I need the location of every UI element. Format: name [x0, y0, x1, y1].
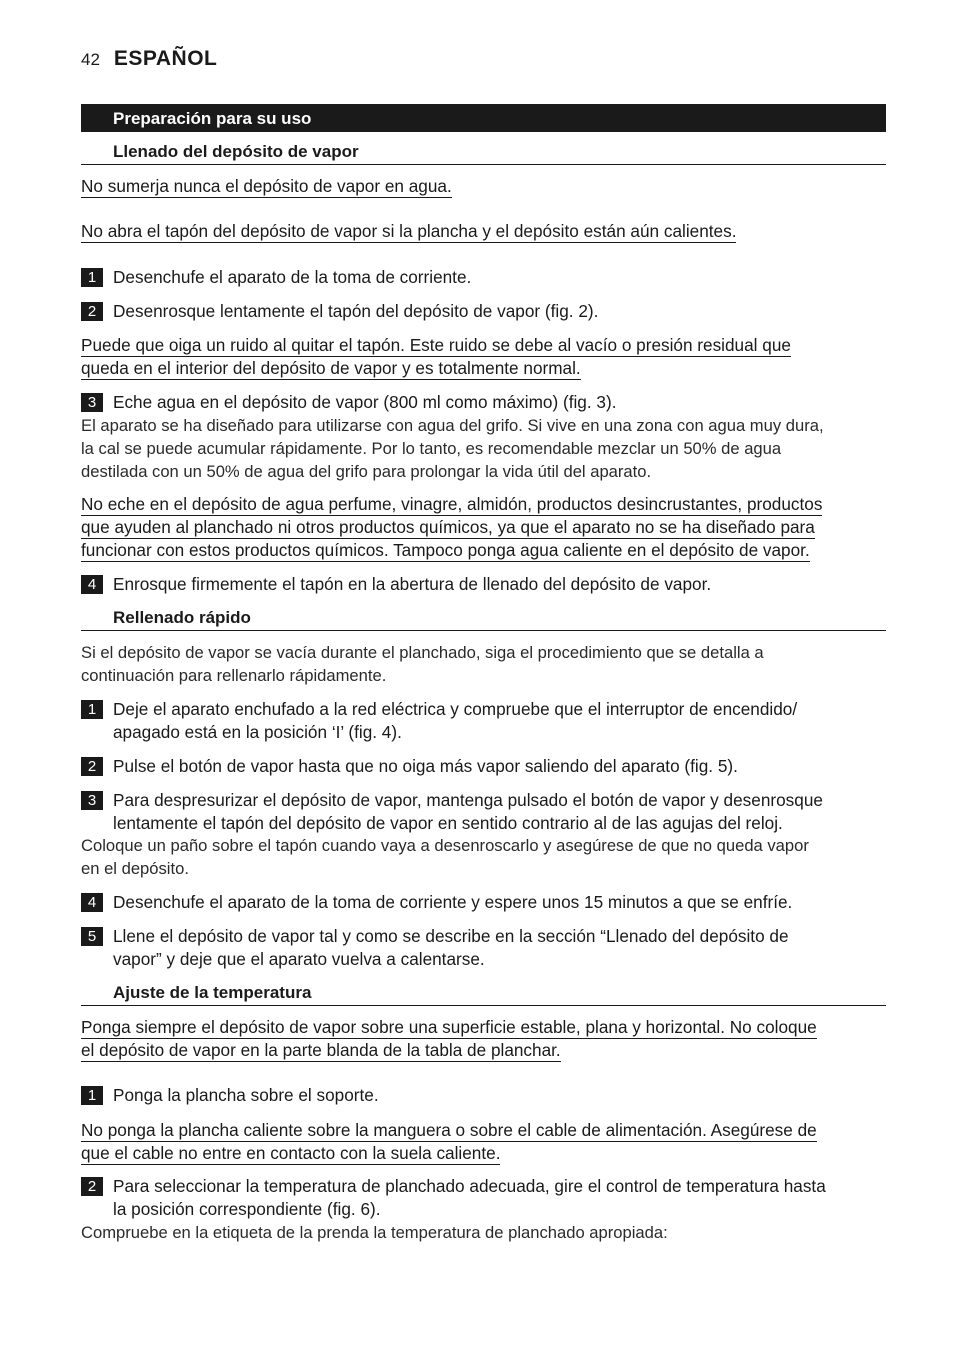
page-number: 42: [81, 50, 100, 69]
warning-filling-1: No sumerja nunca el depósito de vapor en agua.: [81, 176, 452, 196]
quick-refill-note: Coloque un paño sobre el tapón cuando vaya a desenroscarlo y asegúrese de que no queda vapor en el depósito.: [81, 836, 809, 878]
warning-filling-4: No eche en el depósito de agua perfume, vinagre, almidón, productos desincrustantes, productos que ayuden al planchado ni otros productos químicos, ya que el aparato no se ha diseñado para funcionar con estos productos químicos. Tampoco ponga agua caliente en el depósito de vapor.: [81, 494, 823, 560]
subsection-quick-refill: Rellenado rápido: [81, 607, 886, 631]
quick-refill-step-5: 5 Llene el depósito de vapor tal y como se describe en la sección “Llenado del depósito de vapor” y deje que el aparato vuelva a calentarse.: [81, 925, 886, 971]
step-number: 3: [81, 393, 103, 412]
warning-filling-3: Puede que oiga un ruido al quitar el tapón. Este ruido se debe al vacío o presión residual que queda en el interior del depósito de vapor y es totalmente normal.: [81, 335, 791, 378]
step-number: 4: [81, 893, 103, 912]
temperature-note: Compruebe en la etiqueta de la prenda la temperatura de planchado apropiada:: [81, 1223, 668, 1242]
quick-refill-step-2: 2 Pulse el botón de vapor hasta que no oiga más vapor saliendo del aparato (fig. 5).: [81, 755, 886, 778]
step-number: 1: [81, 1086, 103, 1105]
subsection-filling: Llenado del depósito de vapor: [81, 141, 886, 165]
step-number: 2: [81, 757, 103, 776]
warning-filling-2: No abra el tapón del depósito de vapor si la plancha y el depósito están aún calientes.: [81, 221, 737, 241]
step-number: 2: [81, 302, 103, 321]
note-filling-1: El aparato se ha diseñado para utilizarse con agua del grifo. Si vive en una zona con agua muy dura, la cal se puede acumular rápidamente. Por lo tanto, es recomendable mezclar un 50% de agua destilada con un 50% de agua del grifo para prolongar la vida útil del aparato.: [81, 416, 824, 481]
filling-step-3: 3 Eche agua en el depósito de vapor (800 ml como máximo) (fig. 3).: [81, 391, 886, 414]
temperature-step-2: 2 Para seleccionar la temperatura de planchado adecuada, gire el control de temperatura hasta la posición correspondiente (fig. 6).: [81, 1175, 886, 1221]
warning-temperature-2: No ponga la plancha caliente sobre la manguera o sobre el cable de alimentación. Asegúrese de que el cable no entre en contacto con la suela caliente.: [81, 1120, 817, 1163]
quick-refill-step-3: 3 Para despresurizar el depósito de vapor, mantenga pulsado el botón de vapor y desenrosque lentamente el tapón del depósito de vapor en sentido contrario al de las agujas del reloj.: [81, 789, 886, 835]
quick-refill-step-4: 4 Desenchufe el aparato de la toma de corriente y espere unos 15 minutos a que se enfríe.: [81, 891, 886, 914]
step-number: 1: [81, 268, 103, 287]
page-header: [81, 47, 217, 71]
quick-refill-step-1: 1 Deje el aparato enchufado a la red eléctrica y compruebe que el interruptor de encendido/ apagado está en la posición ‘I’ (fig. 4).: [81, 698, 886, 744]
temperature-step-1: 1 Ponga la plancha sobre el soporte.: [81, 1084, 886, 1107]
filling-step-1: 1 Desenchufe el aparato de la toma de corriente.: [81, 266, 886, 289]
step-number: 5: [81, 927, 103, 946]
step-number: 4: [81, 575, 103, 594]
filling-step-4: 4 Enrosque firmemente el tapón en la abertura de llenado del depósito de vapor.: [81, 573, 886, 596]
language-title: ESPAÑOL: [113, 47, 218, 70]
subsection-temperature: Ajuste de la temperatura: [81, 982, 886, 1006]
filling-step-2: 2 Desenrosque lentamente el tapón del depósito de vapor (fig. 2).: [81, 300, 886, 323]
section-title-bar: Preparación para su uso: [81, 104, 886, 132]
step-number: 1: [81, 700, 103, 719]
quick-refill-intro: Si el depósito de vapor se vacía durante el planchado, siga el procedimiento que se detalla a continuación para rellenarlo rápidamente.: [81, 643, 764, 685]
warning-temperature-1: Ponga siempre el depósito de vapor sobre una superficie estable, plana y horizontal. No coloque el depósito de vapor en la parte blanda de la tabla de planchar.: [81, 1017, 817, 1060]
step-number: 3: [81, 791, 103, 810]
step-number: 2: [81, 1177, 103, 1196]
